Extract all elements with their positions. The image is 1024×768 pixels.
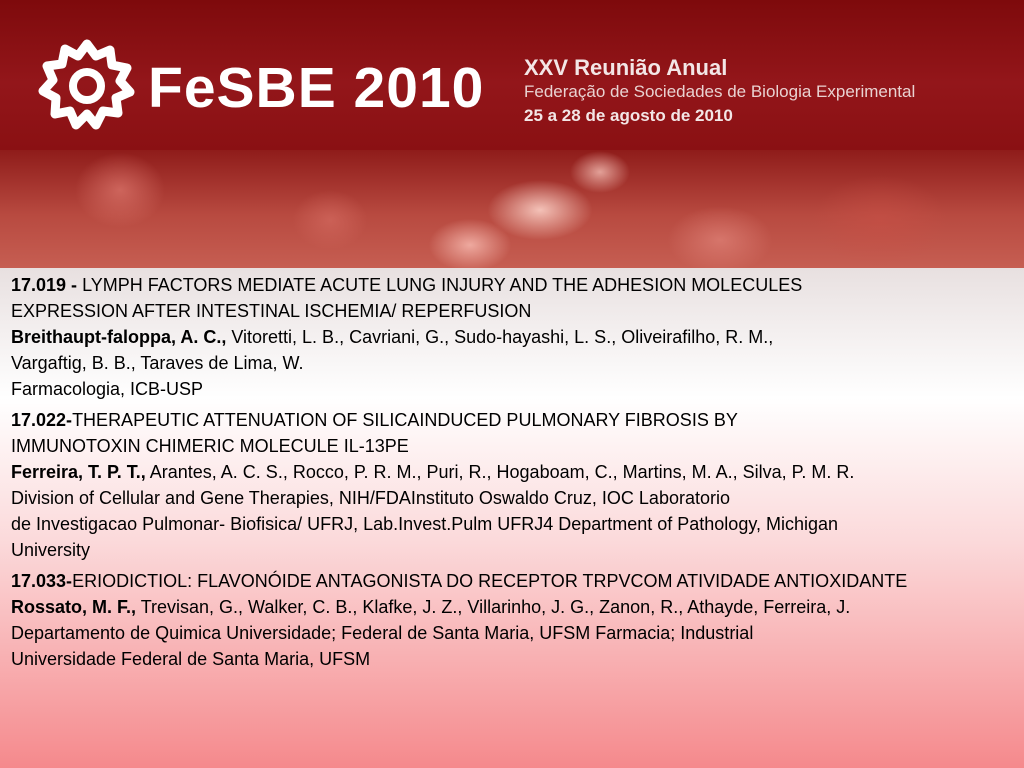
abstract-title: ERIODICTIOL: FLAVONÓIDE ANTAGONISTA DO RECEPTOR TRPVCOM ATIVIDADE ANTIOXIDANTE — [72, 571, 908, 591]
co-authors: Trevisan, G., Walker, C. B., Klafke, J. Z., Villarinho, J. G., Zanon, R., Athayde, Ferreira, J. — [136, 597, 851, 617]
abstract-authors-line — [11, 324, 1017, 350]
abstract-title: LYMPH FACTORS MEDIATE ACUTE LUNG INJURY AND THE ADHESION MOLECULES — [77, 275, 803, 295]
abstract-authors-line — [11, 459, 1017, 485]
abstract-number: 17.022- — [11, 410, 73, 430]
abstract-title: THERAPEUTIC ATTENUATION OF SILICAINDUCED PULMONARY FIBROSIS BY — [72, 410, 738, 430]
abstract-number: 17.033- — [11, 571, 73, 591]
header-banner — [0, 0, 1024, 150]
abstract-17-019 — [11, 272, 1017, 402]
abstract-list — [11, 272, 1017, 677]
microscopy-banner-image — [0, 150, 1024, 268]
abstract-title-line — [11, 568, 1017, 594]
abstract-title-line: IMMUNOTOXIN CHIMERIC MOLECULE IL-13PE — [11, 436, 409, 456]
logo-wordmark: FeSBE 2010 — [148, 56, 485, 120]
co-authors: Vitoretti, L. B., Cavriani, G., Sudo-hayashi, L. S., Oliveirafilho, R. M., — [226, 327, 774, 347]
abstract-17-033 — [11, 568, 1017, 672]
event-dates: 25 a 28 de agosto de 2010 — [524, 106, 733, 125]
abstract-affiliation: Farmacologia, ICB-USP — [11, 379, 204, 399]
abstract-17-022 — [11, 407, 1017, 563]
abstract-authors-line: Vargaftig, B. B., Taraves de Lima, W. — [11, 353, 304, 373]
event-title: XXV Reunião Anual — [524, 55, 728, 80]
lead-author: Ferreira, T. P. T., — [11, 462, 146, 482]
abstract-title-line — [11, 407, 1017, 433]
abstract-affiliation: Division of Cellular and Gene Therapies, NIH/FDAInstituto Oswaldo Cruz, IOC Laboratorio — [11, 488, 730, 508]
co-authors: Arantes, A. C. S., Rocco, P. R. M., Puri, R., Hogaboam, C., Martins, M. A., Silva, P. M. R. — [145, 462, 855, 482]
fesbe-gear-logo-icon — [34, 32, 140, 138]
event-subtitle: Federação de Sociedades de Biologia Experimental — [524, 82, 916, 101]
abstract-authors-line — [11, 594, 1017, 620]
abstract-affiliation: Universidade Federal de Santa Maria, UFSM — [11, 649, 371, 669]
lead-author: Breithaupt-faloppa, A. C., — [11, 327, 227, 347]
event-info — [524, 56, 915, 128]
abstract-affiliation: Departamento de Quimica Universidade; Federal de Santa Maria, UFSM Farmacia; Industrial — [11, 623, 754, 643]
lead-author: Rossato, M. F., — [11, 597, 137, 617]
abstract-affiliation: University — [11, 540, 91, 560]
abstract-title-line — [11, 272, 1017, 298]
abstract-affiliation: de Investigacao Pulmonar- Biofisica/ UFRJ, Lab.Invest.Pulm UFRJ4 Department of Pathology, Michigan — [11, 514, 839, 534]
abstract-title-line: EXPRESSION AFTER INTESTINAL ISCHEMIA/ REPERFUSION — [11, 301, 532, 321]
abstract-number: 17.019 - — [11, 275, 78, 295]
